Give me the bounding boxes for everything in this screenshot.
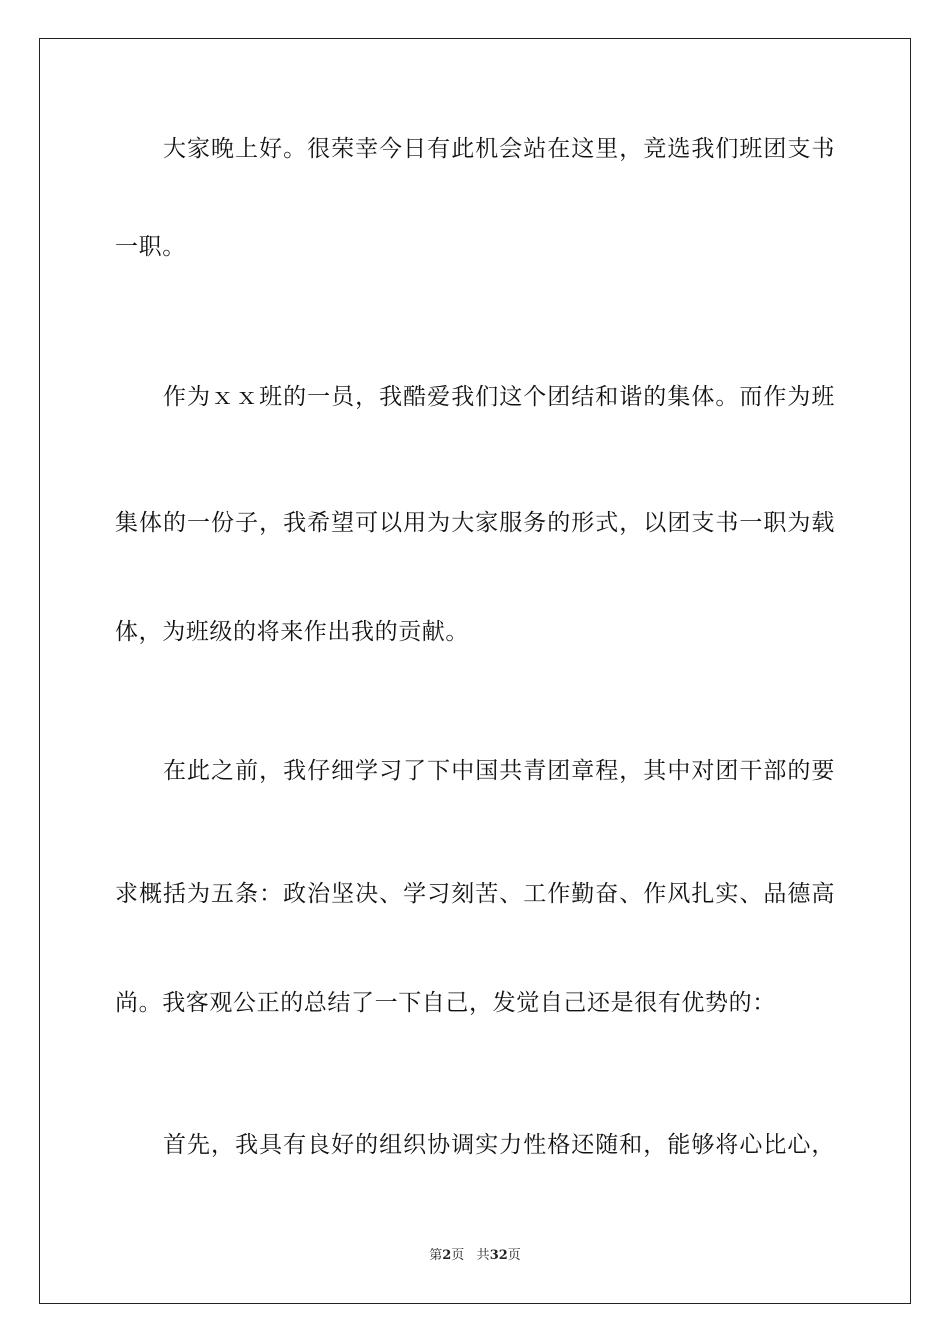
text-line: 大家晚上好。很荣幸今日有此机会站在这里，竞选我们班团支书 <box>115 136 835 162</box>
text-line: 在此之前，我仔细学习了下中国共青团章程，其中对团干部的要 <box>115 758 835 784</box>
text-line: 作为ｘｘ班的一员，我酷爱我们这个团结和谐的集体。而作为班 <box>115 384 835 410</box>
text-line: 尚。我客观公正的总结了一下自己，发觉自己还是很有优势的： <box>115 990 776 1016</box>
page-border <box>39 38 911 1304</box>
text-line: 求概括为五条：政治坚决、学习刻苦、工作勤奋、作风扎实、品德高 <box>115 881 835 907</box>
page-number: 2 <box>442 1248 452 1263</box>
text-line: 首先，我具有良好的组织协调实力性格还随和，能够将心比心， <box>115 1132 835 1158</box>
text-line: 一职。 <box>115 234 186 260</box>
page-footer <box>0 1247 950 1265</box>
total-prefix: 共 <box>476 1248 490 1263</box>
total-pages: 32 <box>489 1248 508 1263</box>
text-line: 集体的一份子，我希望可以用为大家服务的形式，以团支书一职为载 <box>115 510 835 536</box>
page-suffix: 页 <box>451 1248 465 1263</box>
page-prefix: 第 <box>429 1248 443 1263</box>
total-suffix: 页 <box>507 1248 521 1263</box>
text-line: 体，为班级的将来作出我的贡献。 <box>115 619 469 645</box>
